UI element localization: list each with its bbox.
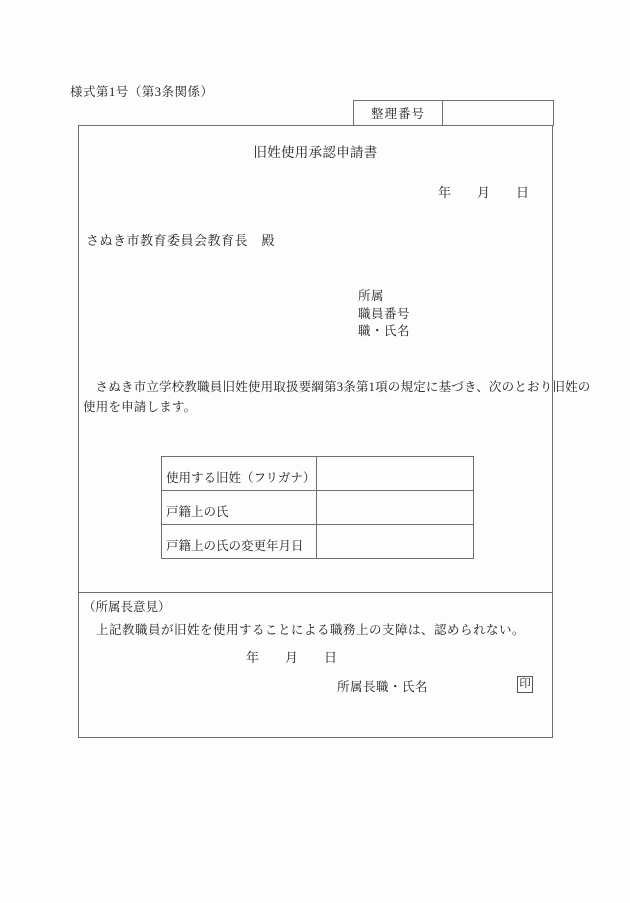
signer-name-label: 所属長職・氏名	[337, 680, 429, 694]
table-row	[162, 457, 474, 491]
application-date-line: 年 月 日	[437, 185, 529, 200]
former-name-value[interactable]	[317, 457, 474, 491]
section-divider	[79, 592, 552, 593]
reference-number-row	[354, 101, 554, 126]
applicant-block	[358, 288, 410, 341]
former-name-label: 使用する旧姓（フリガナ）	[162, 457, 317, 491]
reference-number-label: 整理番号	[354, 101, 443, 126]
register-surname-label: 戸籍上の氏	[162, 491, 317, 525]
reference-number-value[interactable]	[443, 101, 554, 126]
surname-change-date-label: 戸籍上の氏の変更年月日	[162, 525, 317, 559]
table-row	[162, 525, 474, 559]
affiliation-label: 所属	[358, 289, 385, 303]
table-row	[162, 491, 474, 525]
former-name-table	[161, 456, 474, 559]
position-name-label: 職・氏名	[358, 324, 411, 338]
application-statement	[83, 378, 591, 417]
seal-mark: 印	[517, 676, 533, 693]
employee-number-label: 職員番号	[358, 306, 411, 321]
application-statement-line1: さぬき市立学校教職員旧姓使用取扱要綱第3条第1項の規定に基づき、次のとおり旧姓の	[95, 380, 591, 394]
form-body-box	[78, 125, 591, 738]
reference-number-table	[353, 100, 554, 126]
opinion-heading: （所属長意見）	[83, 600, 171, 614]
register-surname-value[interactable]	[317, 491, 474, 525]
addressee-line: さぬき市教育委員会教育長 殿	[86, 233, 276, 248]
surname-change-date-value[interactable]	[317, 525, 474, 559]
form-number: 様式第1号（第3条関係）	[70, 85, 214, 99]
form-title: 旧姓使用承認申請書	[253, 145, 378, 160]
application-statement-line2: 使用を申請します。	[83, 399, 197, 414]
opinion-date-line: 年 月 日	[246, 650, 338, 665]
opinion-statement: 上記教職員が旧姓を使用することによる職務上の支障は、認められない。	[96, 623, 526, 637]
